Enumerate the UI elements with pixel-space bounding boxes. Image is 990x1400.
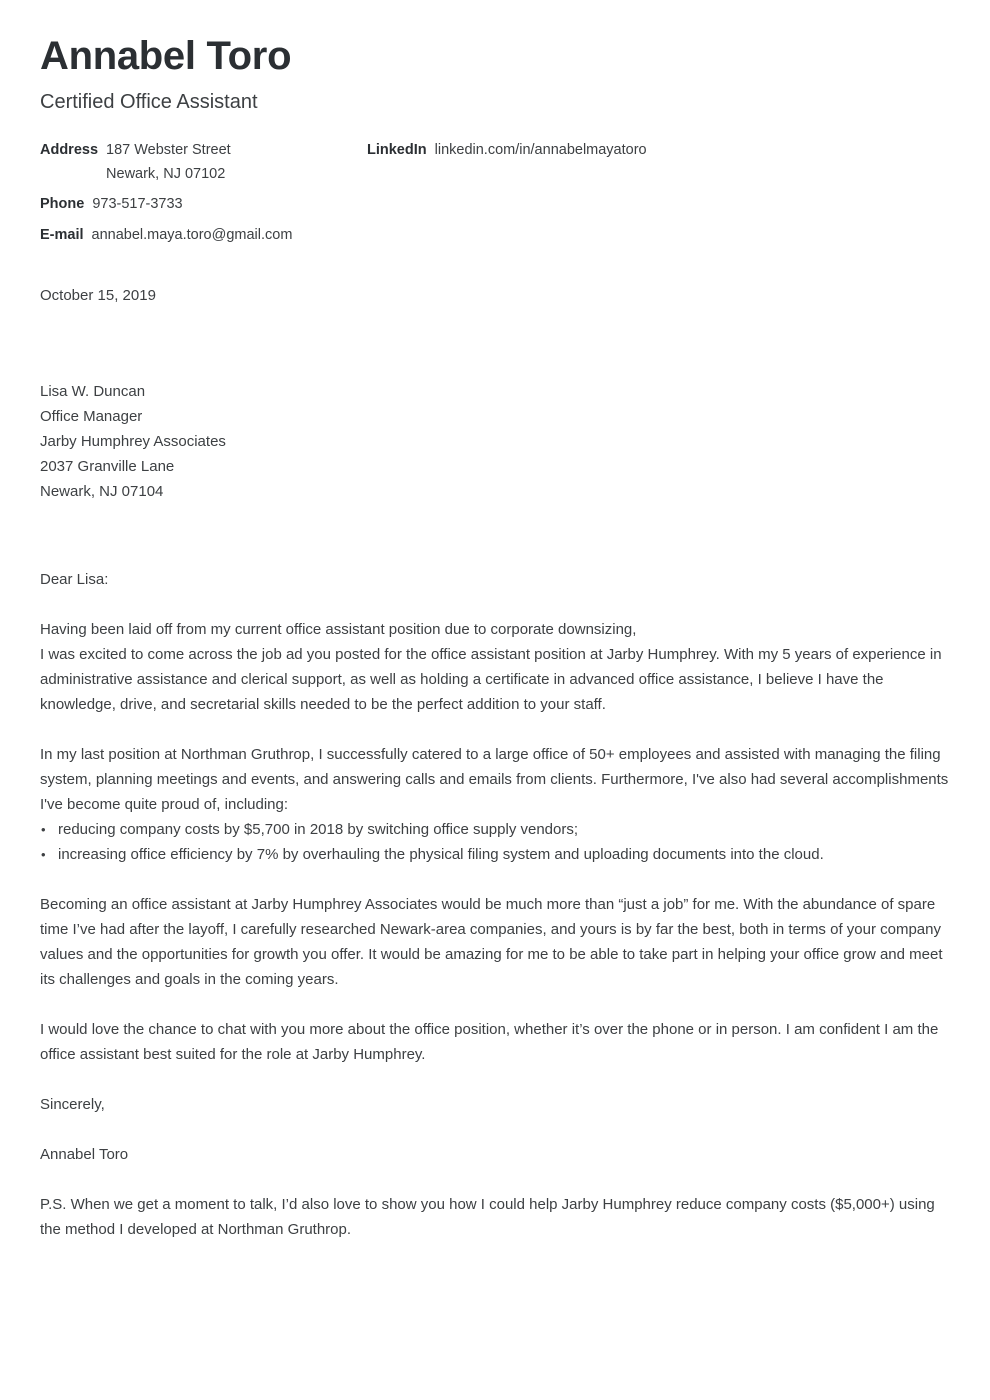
address-label: Address: [40, 142, 99, 158]
recipient-job-title: Office Manager: [40, 408, 143, 425]
letter-body: [40, 567, 950, 1242]
signature-name: Annabel Toro: [40, 1146, 129, 1163]
contact-row-linkedin: [367, 143, 647, 158]
body-paragraph-1-line-1: Having been laid off from my current office assistant position due to corporate downsizing,: [40, 621, 637, 638]
recipient-address-block: [40, 379, 950, 504]
phone-value[interactable]: 973-517-3733: [92, 196, 183, 212]
body-paragraph-4: I would love the chance to chat with you more about the office position, whether it’s over the phone or in person. I am confident I am the office assistant best suited for the role at Jarby Humphrey.: [40, 1021, 939, 1063]
recipient-city-state-zip: Newark, NJ 07104: [40, 483, 164, 500]
phone-label: Phone: [40, 196, 85, 212]
contact-row-email: [40, 228, 370, 243]
candidate-job-title: Certified Office Assistant: [40, 91, 258, 113]
letter-header: [40, 0, 950, 114]
salutation: Dear Lisa:: [40, 571, 109, 588]
contact-row-address: [40, 143, 370, 181]
address-value-group: [98, 143, 231, 181]
candidate-name: Annabel Toro: [40, 34, 292, 78]
letter-date: October 15, 2019: [40, 287, 156, 304]
body-paragraph-3: Becoming an office assistant at Jarby Humphrey Associates would be much more than “just a job” for me. With the abundance of spare time I’ve had after the layoff, I carefully researched Newark-area companies, and yours is by far the best, both in terms of your company values and the opportunities for growth you offer. It would be amazing for me to be able to take part in helping your office grow and meet its challenges and goals in the coming years.: [40, 896, 943, 988]
body-paragraph-2: In my last position at Northman Gruthrop, I successfully catered to a large office of 50+ employees and assisted with managing the filing system, planning meetings and events, and answering calls and emails from clients. Furthermore, I've also had several accomplishments I've become quite proud of, including:: [40, 746, 949, 813]
linkedin-value[interactable]: linkedin.com/in/annabelmayatoro: [434, 142, 647, 158]
contact-details: [40, 143, 950, 242]
email-label: E-mail: [40, 226, 84, 243]
contact-row-phone: [40, 197, 370, 212]
accomplishments-list: [40, 817, 950, 867]
recipient-street: 2037 Granville Lane: [40, 458, 175, 475]
body-paragraph-1: [40, 617, 950, 717]
body-paragraph-1-line-2: I was excited to come across the job ad you posted for the office assistant position at Jarby Humphrey. With my 5 years of experience in administrative assistance and clerical support, as well as holding a certificate in advanced office assistance, I believe I have the knowledge, drive, and secretarial skills needed to be the perfect addition to your staff.: [40, 646, 942, 713]
linkedin-label: LinkedIn: [367, 142, 427, 158]
address-line-2: Newark, NJ 07102: [106, 165, 226, 182]
email-value[interactable]: annabel.maya.toro@gmail.com: [91, 226, 293, 243]
recipient-name: Lisa W. Duncan: [40, 383, 146, 400]
closing-salutation: Sincerely,: [40, 1096, 105, 1113]
list-item: • increasing office efficiency by 7% by overhauling the physical filing system and uploading documents into the cloud.: [40, 842, 950, 867]
list-item: • reducing company costs by $5,700 in 2018 by switching office supply vendors;: [40, 817, 950, 842]
contact-column-left: [40, 143, 370, 242]
postscript: P.S. When we get a moment to talk, I’d also love to show you how I could help Jarby Humphrey reduce company costs ($5,000+) using the method I developed at Northman Gruthrop.: [40, 1196, 935, 1238]
address-line-1: 187 Webster Street: [106, 142, 231, 158]
recipient-company: Jarby Humphrey Associates: [40, 433, 226, 450]
